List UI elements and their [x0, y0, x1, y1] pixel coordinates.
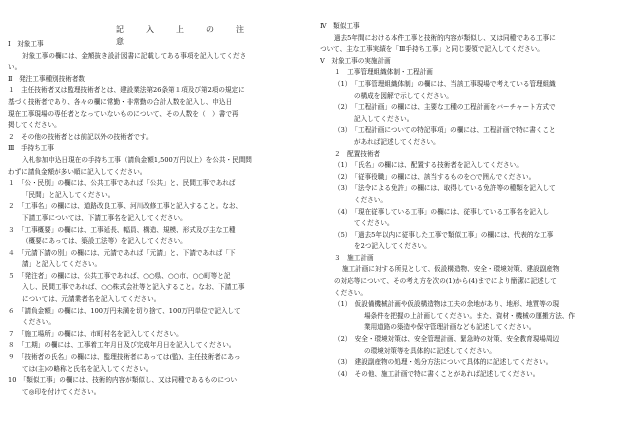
text-line: （3） 建設副産物の処理・処分方法について具体的に記述してください。 — [334, 358, 553, 367]
text-line: 施工計画に対する所見として、仮設構造物、安全・環境対策、建設副産物 — [342, 265, 560, 274]
text-line: わずに請負金額が多い順に記入してください。 — [8, 167, 147, 176]
text-line: Ⅱ 発注工事種別技術者数 — [8, 74, 86, 83]
text-line: Ⅴ 対象工事の実施計画 — [320, 56, 391, 65]
text-line: てください。 — [354, 219, 394, 228]
text-line: （2） 「工程計画」の欄には、主要な工種の工程計画をバーチャート方式で — [334, 103, 556, 112]
text-line: については、元請業者名を記入してください。 — [22, 295, 161, 304]
text-line: １ 工事管理組織体制・工程計画 — [334, 68, 433, 77]
text-line: （3） 「工程計画についての特記事項」の欄には、工程計画で特に書くこと — [334, 126, 556, 135]
text-line: 10 「類似工事」の欄には、技術的内容が類似し、又は同種であるものについ — [8, 376, 238, 385]
text-line: Ⅲ 手持ち工事 — [8, 144, 54, 153]
text-line: 基づく技術者であり、各々の欄に常勤・非常勤の合計人数を記入し、申込日 — [8, 97, 233, 106]
text-line: ３ 施工計画 — [334, 253, 374, 262]
text-line: ８ 「工期」の欄には、工事着工年月日及び完成年月日を記入してください。 — [8, 341, 236, 350]
text-line: （1） 「氏名」の欄には、配置する技術者を記入してください。 — [334, 161, 523, 170]
text-line: 過去5年間における本件工事と技術的内容が類似し、又は同種である工事に — [334, 33, 556, 42]
text-line: 業用道路の築造や保守管理計画なども記述してください。 — [364, 323, 536, 332]
right-text-block — [320, 22, 622, 381]
text-line: て◎印を付けてください。 — [22, 387, 101, 396]
text-line: ５ 「発注者」の欄には、公共工事であれば、○○県、○○市、○○町等と記 — [8, 271, 231, 280]
text-line: い。 — [8, 63, 22, 72]
text-line: ついて、主な工事実績を「Ⅲ手持ち工事」と同じ要領で記入してください。 — [320, 45, 544, 54]
text-line: の対応等について、その考え方を次の(1)から(4)までにより簡潔に記述して — [334, 277, 557, 286]
text-line: （2） 「従事役職」の欄には、該当するものを○で囲んでください。 — [334, 172, 536, 181]
text-line: ９ 「技術者の氏名」の欄には、監理技術者にあっては(監)、主任技術者にあっ — [8, 353, 241, 362]
text-line: 現在工事現場の専任者となっていないものについて、その人数を（ ）書で再 — [8, 109, 239, 118]
text-line: ください。 — [334, 288, 367, 297]
text-line: 場条件を把握の上計画してください。また、資材・機械の運搬方法、作 — [364, 311, 575, 320]
text-line: ６ 「請負金額」の欄には、100万円未満を切り捨て、100万円単位で記入して — [8, 306, 241, 315]
text-line: （2） 安全・環境対策は、安全管理計画、緊急時の対策、安全教育現場周辺 — [334, 335, 560, 344]
text-line: 入札参加申込日現在の手持ち工事（請負金額1,500万円以上）を公共・民間問 — [22, 155, 252, 164]
text-line: ３ 「工事概要」の欄には、工事延長、幅員、構造、規模、形式及び主な工種 — [8, 225, 236, 234]
text-line: 「民間」と記入してください。 — [22, 190, 115, 199]
text-line: Ⅳ 類似工事 — [320, 22, 360, 30]
page-title: 記 入 上 の 注 意 — [116, 25, 266, 46]
text-line: の環境対策等を具体的に記述してください。 — [364, 346, 496, 355]
text-line: １ 主任技術者又は監理技術者とは、建設業法第26条第１項及び第2項の規定に — [8, 86, 245, 95]
text-line: ください。 — [354, 195, 387, 204]
text-line: ては(主)の略称と氏名を記入してください。 — [22, 364, 153, 373]
text-line: 対象工事の欄には、金額抜き設計図書に記載してある事項を記入してくださ — [22, 51, 247, 60]
text-line: 下請工事については、下請工事名を記入してください。 — [22, 213, 187, 222]
text-line: を2つ記入してください。 — [354, 242, 431, 251]
text-line: 請」と記入してください。 — [22, 260, 102, 269]
text-line: Ⅰ 対象工事 — [8, 40, 44, 48]
left-text-block — [8, 40, 314, 399]
text-line: ２ 配置技術者 — [334, 149, 381, 158]
text-line: （4） 「現在従事している工事」の欄には、従事している工事名を記入し — [334, 207, 550, 216]
text-line: （4） その他、施工計画で特に書くことがあれば記述してください。 — [334, 369, 540, 378]
text-line: があれば記述してください。 — [354, 137, 440, 146]
text-line: ４ 「元請下請の別」の欄には、元請であれば「元請」と、下請であれば「下 — [8, 248, 236, 257]
text-line: （1） 仮設備機械計画や仮設構造物は工夫の余地があり、地形、地質等の現 — [334, 300, 560, 309]
text-line: ください。 — [22, 318, 55, 327]
text-line: （3） 「法令による免許」の欄には、取得している免許等の種類を記入して — [334, 184, 556, 193]
text-line: の構成を図解で示してください。 — [354, 91, 453, 100]
text-line: ２ その他の技術者とは前記以外の技術者です。 — [8, 132, 153, 141]
text-line: 記入してください。 — [354, 114, 414, 123]
text-line: （概要にあっては、築設工法等）を記入してください。 — [22, 237, 187, 246]
text-line: （1） 「工事管理組織体制」の欄には、当該工事現場で考えている管理組織 — [334, 79, 556, 88]
text-line: 掲してください。 — [8, 121, 61, 130]
text-line: 入し、民間工事であれば、○○株式会社等と記入すること。なお、下請工事 — [22, 283, 245, 292]
text-line: ７ 「施工場所」の欄には、市町村名を記入してください。 — [8, 329, 183, 338]
text-line: ２ 「工事名」の欄には、道路改良工事、河川改修工事と記入すること。なお、 — [8, 202, 243, 211]
text-line: （5） 「過去5年以内に従事した工事で類似工事」の欄には、代表的な工事 — [334, 230, 554, 239]
text-line: １ 「公・民別」の欄には、公共工事であれば「公共」と、民間工事であれば — [8, 179, 236, 188]
